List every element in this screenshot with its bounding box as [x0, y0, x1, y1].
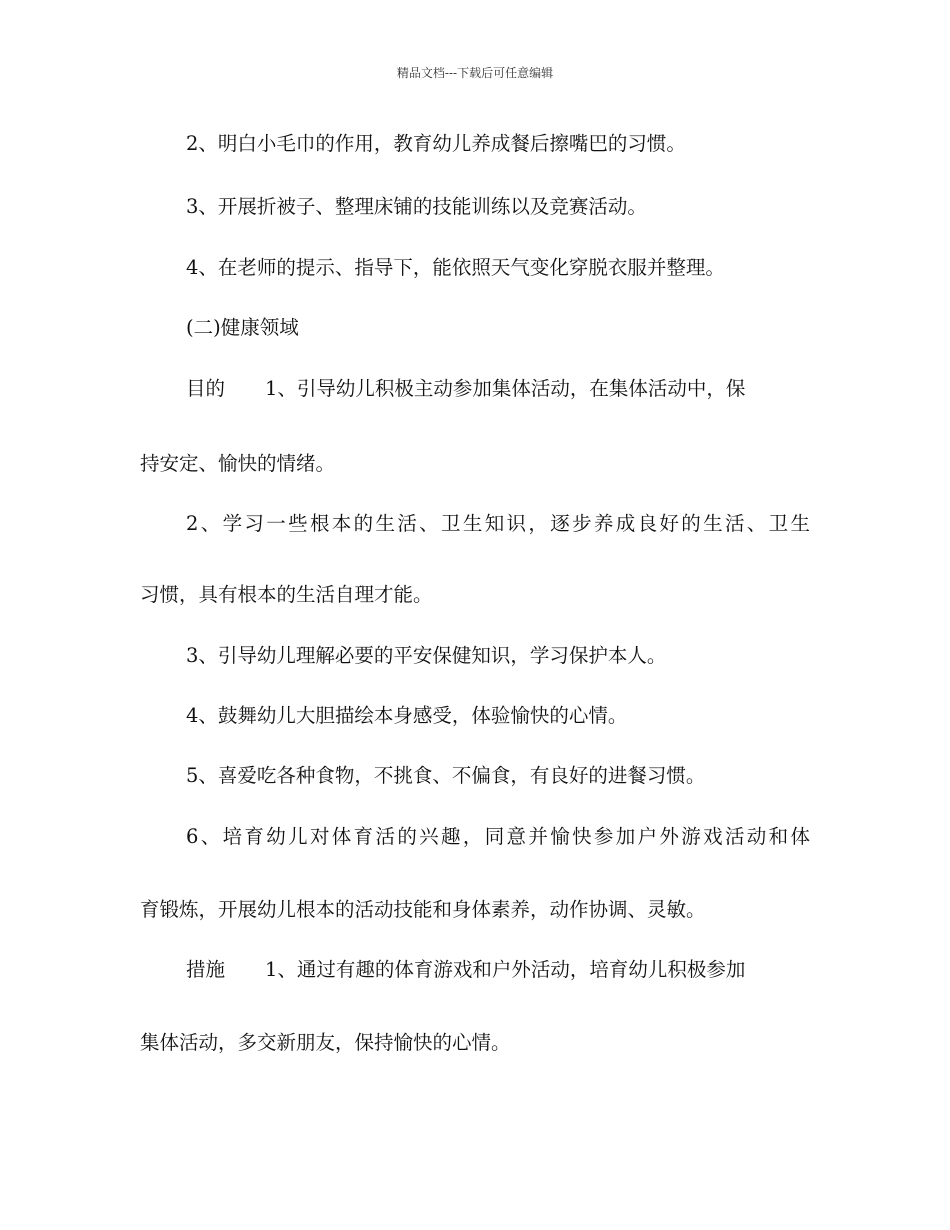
section-heading: (二)健康领域 [186, 316, 299, 339]
paragraph-line [186, 377, 810, 401]
paragraph-line: 2、学习一些根本的生活、卫生知识，逐步养成良好的生活、卫生 [186, 512, 810, 535]
paragraph-line: 5、喜爱吃各种食物，不挑食、不偏食，有良好的进餐习惯。 [186, 764, 706, 787]
page-header: 精品文档---下载后可任意编辑 [396, 66, 554, 80]
paragraph-line: 2、明白小毛巾的作用，教育幼儿养成餐后擦嘴巴的习惯。 [186, 132, 686, 155]
paragraph-line: 3、开展折被子、整理床铺的技能训练以及竞赛活动。 [186, 195, 647, 218]
paragraph-line [186, 958, 810, 982]
goal-label: 目的 [186, 377, 226, 400]
paragraph-line: 4、在老师的提示、指导下，能依照天气变化穿脱衣服并整理。 [186, 256, 725, 279]
paragraph-line: 持安定、愉快的情绪。 [140, 452, 336, 475]
measure-text: 1、通过有趣的体育游戏和户外活动，培育幼儿积极参加 [265, 958, 746, 981]
paragraph-line: 6、培育幼儿对体育活的兴趣，同意并愉快参加户外游戏活动和体 [186, 825, 810, 848]
paragraph-line: 集体活动，多交新朋友，保持愉快的心情。 [140, 1031, 511, 1054]
paragraph-line: 3、引导幼儿理解必要的平安保健知识，学习保护本人。 [186, 644, 667, 667]
goal-text: 1、引导幼儿积极主动参加集体活动，在集体活动中，保 [265, 377, 746, 400]
measure-label: 措施 [186, 958, 226, 981]
paragraph-line: 4、鼓舞幼儿大胆描绘本身感受，体验愉快的心情。 [186, 704, 628, 727]
paragraph-line: 育锻炼，开展幼儿根本的活动技能和身体素养，动作协调、灵敏。 [140, 898, 706, 921]
paragraph-line: 习惯，具有根本的生活自理才能。 [140, 583, 433, 606]
